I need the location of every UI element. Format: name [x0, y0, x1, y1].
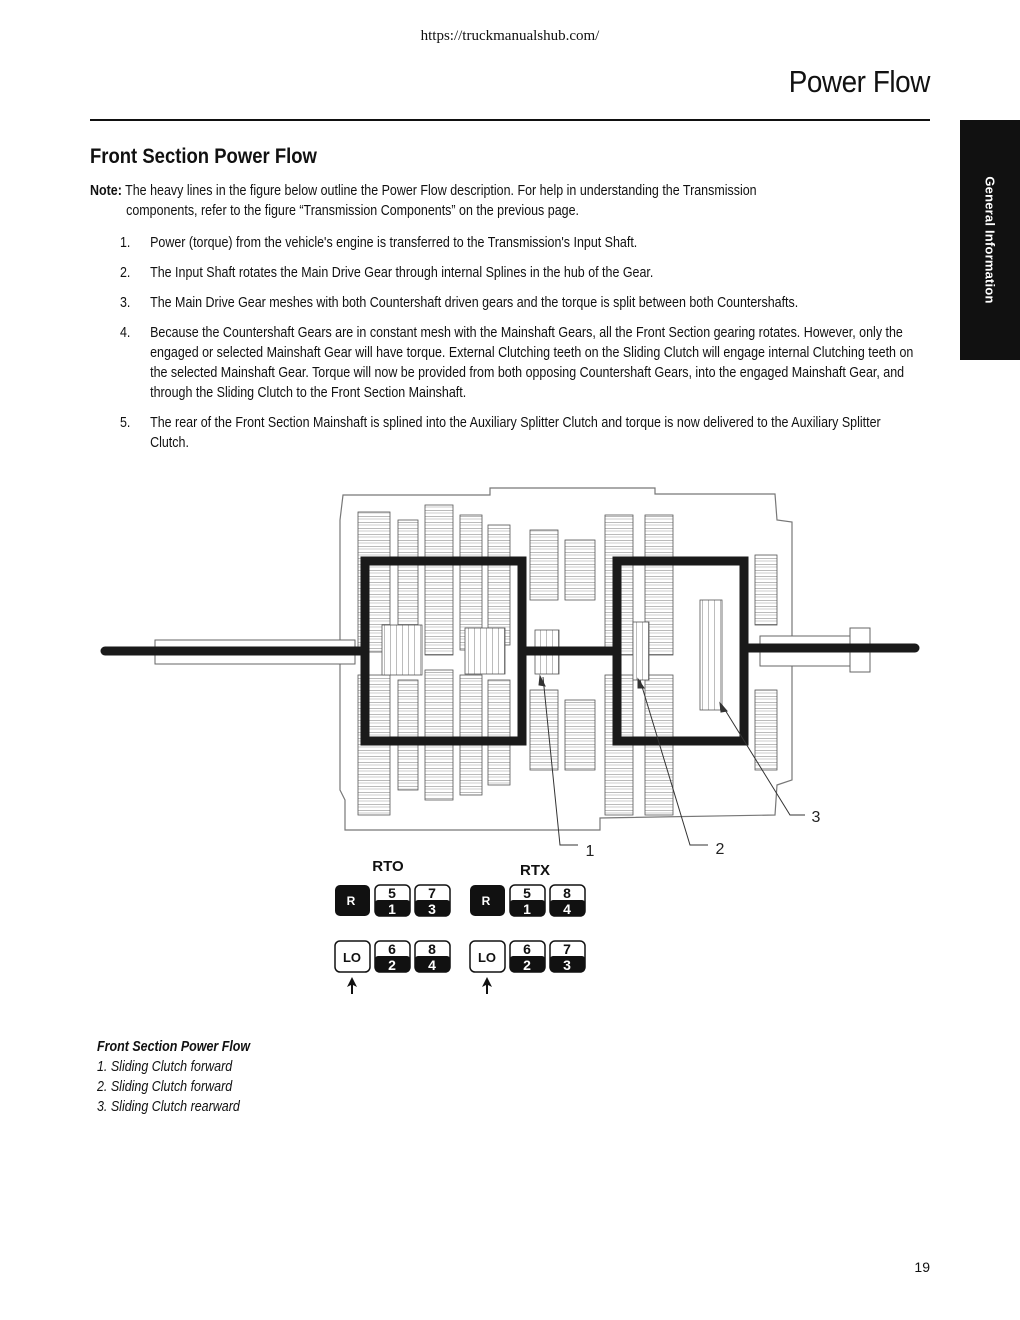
source-url: https://truckmanualshub.com/ [420, 28, 600, 44]
gear-label: 8 [563, 885, 571, 901]
callout-1: 1 [585, 843, 595, 860]
gear-label: 1 [388, 901, 396, 917]
gear-label: LO [342, 950, 362, 965]
caption-item: 1. Sliding Clutch forward [97, 1059, 233, 1075]
steps-list [120, 233, 920, 463]
step-number: 1. [120, 235, 131, 251]
arrow-up-icon [347, 977, 357, 994]
gear-label: R [481, 894, 491, 908]
callout-3: 3 [811, 809, 821, 826]
page-number: 19 [914, 1259, 930, 1275]
gear-label: 5 [523, 885, 531, 901]
note-text-line2: components, refer to the figure “Transmission Components” on the previous page. [126, 203, 579, 219]
gear-label: 3 [563, 957, 571, 973]
gear-label: 2 [523, 957, 531, 973]
gear-label: 2 [388, 957, 396, 973]
page-title: Power Flow [788, 64, 930, 99]
gear-label: R [346, 894, 356, 908]
step-number: 5. [120, 415, 131, 431]
gear-label: 7 [428, 885, 436, 901]
step-item [120, 413, 920, 453]
shift-pattern-rto [335, 858, 450, 994]
power-flow-figure [95, 480, 925, 1000]
caption-item: 2. Sliding Clutch forward [97, 1079, 233, 1095]
note-text-line1: The heavy lines in the figure below outline the Power Flow description. For help in understanding the Transmission [125, 183, 757, 199]
gear-label: 8 [428, 941, 436, 957]
gear-stacks [358, 505, 777, 815]
step-number: 2. [120, 265, 131, 281]
header-rule [90, 119, 930, 121]
shift-pattern-label: RTX [520, 862, 550, 879]
figure-caption [97, 1037, 250, 1117]
gear-label: 1 [523, 901, 531, 917]
step-item [120, 293, 920, 313]
gear-label: 4 [563, 901, 571, 917]
step-item [120, 323, 920, 403]
gear-label: 4 [428, 957, 436, 973]
callout-2: 2 [715, 841, 725, 858]
step-number: 3. [120, 295, 131, 311]
caption-item: 3. Sliding Clutch rearward [97, 1099, 240, 1115]
step-item [120, 263, 920, 283]
side-tab-label: General Information [982, 176, 998, 304]
step-text: Because the Countershaft Gears are in constant mesh with the Mainshaft Gears, all the Front Section gearing rotates. However, only the engaged or selected Mainshaft Gear will have torque. External Clutching teeth on the Sliding Clutch will engage internal Clutching teeth on the selected Mainshaft Gear. Torque will now be provided from both opposing Countershaft Gears, into the engaged Mainshaft Gear, and through the Sliding Clutch to the Front Section Mainshaft. [150, 325, 914, 401]
step-text: Power (torque) from the vehicle's engine is transferred to the Transmission's Input Shaft. [150, 235, 638, 251]
side-tab [960, 120, 1020, 360]
gear-label: 3 [428, 901, 436, 917]
note-paragraph [90, 181, 924, 221]
step-text: The Input Shaft rotates the Main Drive Gear through internal Splines in the hub of the Gear. [150, 265, 654, 281]
shift-pattern-rtx [470, 862, 585, 994]
step-text: The Main Drive Gear meshes with both Countershaft driven gears and the torque is split between both Countershafts. [150, 295, 799, 311]
section-heading: Front Section Power Flow [90, 145, 317, 168]
gear-label: 6 [388, 941, 396, 957]
gear-label: 5 [388, 885, 396, 901]
gear-label: 6 [523, 941, 531, 957]
note-label: Note: [90, 183, 122, 199]
arrow-up-icon [482, 977, 492, 994]
step-item [120, 233, 920, 253]
step-number: 4. [120, 325, 131, 341]
caption-title: Front Section Power Flow [97, 1039, 251, 1055]
gear-label: LO [477, 950, 497, 965]
shift-pattern-label: RTO [372, 858, 404, 875]
gear-label: 7 [563, 941, 571, 957]
step-text: The rear of the Front Section Mainshaft is splined into the Auxiliary Splitter Clutch and torque is now delivered to the Auxiliary Splitter Clutch. [150, 415, 881, 451]
